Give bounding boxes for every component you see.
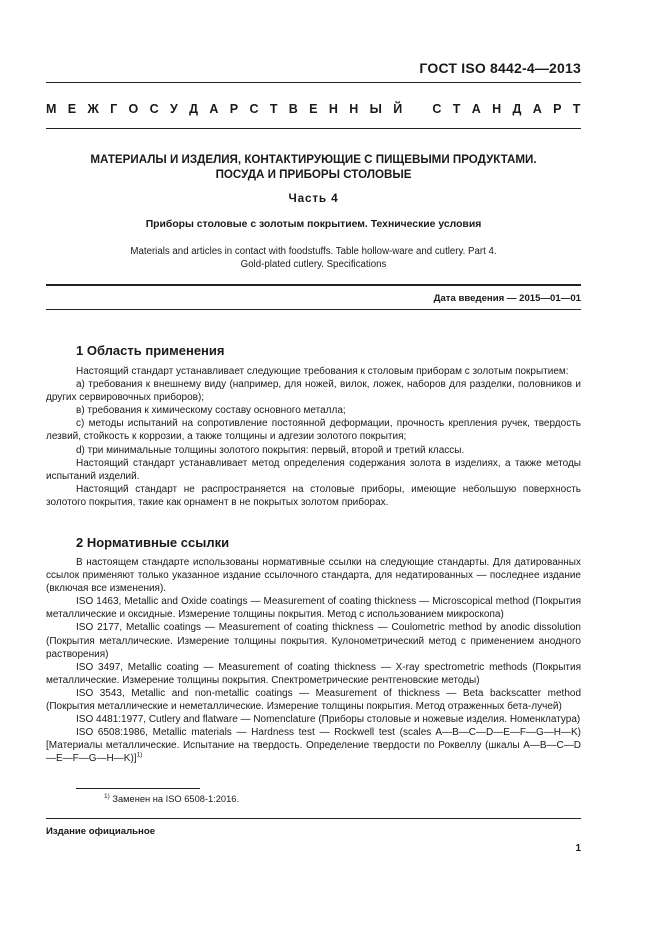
section-normative-refs	[76, 535, 581, 550]
banner-letter: Т	[269, 102, 278, 116]
section-scope	[76, 343, 581, 358]
paragraph: Настоящий стандарт не распространяется на столовые приборы, имеющие небольшую поверхность золотого покрытия, такие как орнамент в не покрытых золотом приборах.	[46, 483, 581, 508]
footnote	[104, 794, 239, 804]
title-en-line-1: Materials and articles in contact with foodstuffs. Table hollow-ware and cutlery. Part 4.	[130, 246, 497, 257]
banner-letter: Е	[309, 102, 319, 116]
banner-letter: Т	[572, 102, 581, 116]
paragraph: Настоящий стандарт устанавливает метод определения содержания золота в изделиях, а также методы испытаний изделий.	[46, 457, 581, 482]
banner-letter: В	[288, 102, 299, 116]
banner-letter: Г	[110, 102, 118, 116]
reference-item: ISO 2177, Metallic coatings — Measurement of coating thickness — Coulometric method by anodic dissolution (Покрытия металлические. Измерение толщины покрытия. Кулонометрический метод с применением анодного растворения)	[46, 622, 581, 660]
banner-letter: С	[149, 102, 160, 116]
banner-letter: Ы	[369, 102, 383, 116]
part-number: Часть 4	[288, 191, 339, 205]
footnote-text: Заменен на ISO 6508-1:2016.	[112, 794, 240, 804]
footer-rule	[46, 818, 581, 819]
page-number: 1	[575, 843, 581, 854]
banner-letter: Р	[553, 102, 562, 116]
banner-letter: У	[170, 102, 179, 116]
banner-letter: Т	[452, 102, 461, 116]
section-normative-refs-body	[46, 556, 581, 766]
banner-letter: Й	[393, 102, 403, 116]
banner-letter	[414, 102, 422, 116]
banner-letter: Ж	[87, 102, 100, 116]
banner-letter: Н	[492, 102, 502, 116]
paragraph: В настоящем стандарте использованы нормативные ссылки на следующие стандарты. Для датированных ссылок применяют только указанное издание ссылочного стандарта, для недатированных — последнее издание (включая все изменения).	[46, 557, 581, 595]
footnote-divider	[76, 788, 200, 789]
standard-banner	[46, 102, 581, 116]
footnote-mark: 1)	[104, 792, 110, 800]
banner-letter: Н	[328, 102, 339, 116]
date-rule	[46, 309, 581, 310]
title-line-1: МАТЕРИАЛЫ И ИЗДЕЛИЯ, КОНТАКТИРУЮЩИЕ С ПИЩЕВЫМИ ПРОДУКТАМИ.	[90, 153, 537, 166]
section-scope-body	[46, 365, 581, 509]
banner-letter: А	[471, 102, 482, 116]
list-item: d) три минимальные толщины золотого покрытия: первый, второй и третий классы.	[76, 444, 465, 456]
list-item: с) методы испытаний на сопротивление постоянной деформации, прочность крепления ручек, твердость лезвий, стойкость к коррозии, а также толщины и адгезии золотого покрытия;	[46, 418, 581, 443]
list-item: в) требования к химическому составу основного металла;	[76, 405, 346, 417]
introduction-date: Дата введения — 2015—01—01	[433, 293, 581, 304]
document-code: ГОСТ ISO 8442-4—2013	[419, 60, 581, 76]
reference-item: ISO 1463, Metallic and Oxide coatings — Measurement of coating thickness — Microscopical method (Покрытия металлические и оксидные. Измерение толщины покрытия. Метод с использованием микроскопа)	[46, 596, 581, 621]
banner-letter: М	[46, 102, 57, 116]
reference-text: ISO 6508:1986, Metallic materials — Hardness test — Rockwell test (scales A—B—C—D—E—F—G—H—K) [Материалы металлические. Испытание на твердость. Определение твердости по Роквеллу (шкалы A—B—C—D—E—F—G—H—K)]	[46, 727, 581, 765]
banner-letter: Н	[349, 102, 359, 116]
header-rule	[46, 82, 581, 83]
edition-label: Издание официальное	[46, 826, 156, 837]
section-heading: 1 Область применения	[76, 343, 225, 358]
document-title-ru	[46, 152, 581, 182]
title-line-2: ПОСУДА И ПРИБОРЫ СТОЛОВЫЕ	[215, 168, 412, 181]
reference-item	[46, 726, 581, 765]
list-item: а) требования к внешнему виду (например, для ножей, вилок, ложек, наборов для разделки, половников и других сервировочных приборов);	[46, 379, 581, 404]
banner-letter: Д	[189, 102, 199, 116]
banner-letter: С	[249, 102, 259, 116]
footnote-ref: 1)	[136, 752, 143, 760]
title-en-line-2: Gold-plated cutlery. Specifications	[240, 259, 387, 270]
paragraph: Настоящий стандарт устанавливает следующие требования к столовым приборам с золотым покрытием:	[76, 366, 569, 377]
banner-letter: Р	[229, 102, 239, 116]
banner-letter: С	[432, 102, 442, 116]
reference-item: ISO 4481:1977, Cutlery and flatware — Nomenclature (Приборы столовые и ножевые изделия. Номенклатура)	[76, 714, 581, 726]
banner-letter: О	[128, 102, 139, 116]
reference-item: ISO 3543, Metallic and non-metallic coatings — Measurement of thickness — Beta backscatter method (Покрытия металлические и неметаллические. Измерение толщины покрытия. Метод отраженных бета-лучей)	[46, 687, 581, 713]
document-subtitle-ru: Приборы столовые с золотым покрытием. Технические условия	[145, 219, 482, 230]
banner-rule	[46, 128, 581, 129]
banner-letter: А	[532, 102, 543, 116]
section-heading: 2 Нормативные ссылки	[76, 535, 230, 550]
document-title-en	[46, 245, 581, 271]
reference-item: ISO 3497, Metallic coating — Measurement of coating thickness — X-ray spectrometric methods (Покрытия металлические. Измерение толщины покрытия. Спектрометрические рентгеновские методы)	[46, 661, 581, 686]
banner-letter: Д	[512, 102, 522, 116]
banner-letter: Е	[67, 102, 77, 116]
banner-letter: А	[209, 102, 219, 116]
title-rule	[46, 284, 581, 286]
